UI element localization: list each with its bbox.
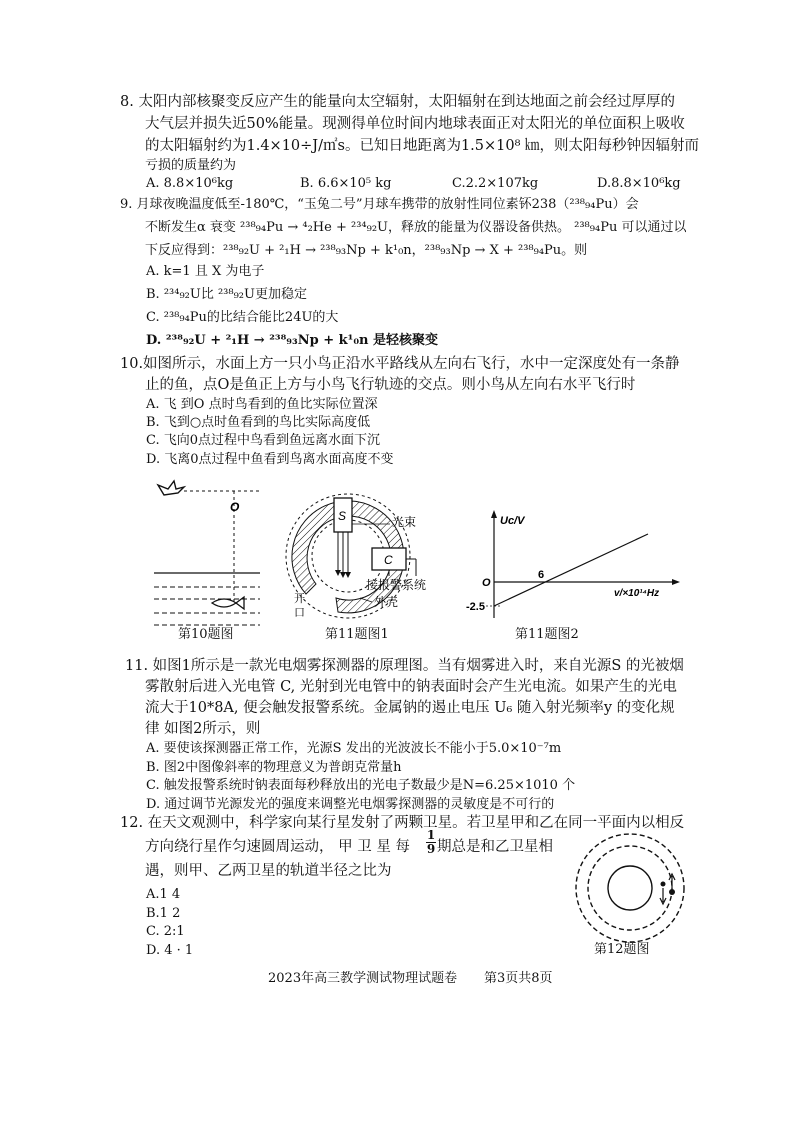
- q10-line-2: 止的鱼，点O是鱼正上方与小鸟飞行轨迹的交点。则小鸟从左向右水平飞行时: [145, 377, 636, 393]
- label-o: O: [230, 500, 240, 514]
- q11-line-1: 11. 如图1所示是一款光电烟雾探测器的原理图。当有烟雾进入时，来自光源S 的光被烟: [125, 658, 684, 674]
- q11-line-2: 雾散射后进入光电管 C, 光射到光电管中的钠表面时会产生光电流。如果产生的光电: [145, 679, 677, 695]
- figure-11-1: [286, 490, 486, 630]
- q12-fraction-numerator: 1: [426, 828, 436, 842]
- q10-line-1: 10.如图所示，水面上方一只小鸟正沿水平路线从左向右飞行，水中一定深度处有一条静: [120, 356, 680, 372]
- q9-option-d: D. ²³⁸₉₂U + ²₁H → ²³⁸₉₃Np + k¹₀n 是轻核聚变: [146, 333, 438, 348]
- satellite-b: [661, 882, 666, 887]
- origin-label: O: [482, 577, 491, 589]
- q8-option-b: B. 6.6×10⁵ kg: [300, 176, 392, 191]
- q12-line-2a: 方向绕行星作匀速圆周运动， 甲 卫 星 每: [145, 839, 410, 855]
- label-shell: 外壳: [374, 595, 399, 609]
- q12-option-a: A.1 4: [146, 887, 181, 902]
- fish-icon: [212, 597, 244, 609]
- label-opening-1: 开: [294, 592, 305, 605]
- q12-line-3: 遇，则甲、乙两卫星的轨道半径之比为: [145, 863, 392, 879]
- q10-option-c: C. 飞向0点过程中鸟看到鱼远离水面下沉: [146, 433, 381, 448]
- q12-option-b: B.1 2: [146, 906, 181, 921]
- q8-line-3: 的太阳辐射约为1.4×10÷J/㎡s。已知日地距离为1.5×10⁸ ㎞，则太阳每秒钟因辐射而: [145, 138, 700, 154]
- x-axis-label: v/×10¹⁴Hz: [614, 588, 660, 599]
- q11-line-3: 流大于10*8A, 便会触发报警系统。金属钠的遏止电压 U₆ 随入射光频率y 的变化规: [145, 700, 675, 716]
- q11-option-c: C. 触发报警系统时钠表面每秒释放出的光电子数最少是N=6.25×1010 个: [146, 778, 576, 793]
- q8-line-1: 8. 太阳内部核聚变反应产生的能量向太空辐射，太阳辐射在到达地面之前会经过厚厚的: [120, 94, 675, 110]
- q12-line-2b: 期总是和乙卫星相: [437, 839, 553, 855]
- q9-line-3: 下反应得到：²³⁸₉₂U + ²₁H → ²³⁸₉₃Np + k¹₀n，²³⁸₉₃Np → X + ²³⁸₉₄Pu。则: [145, 243, 588, 258]
- q8-line-2: 大气层并损失近50%能量。现测得单位时间内地球表面正对太阳光的单位面积上吸收: [145, 116, 685, 132]
- q10-option-b: B. 飞到○点时鱼看到的鸟比实际高度低: [146, 415, 371, 430]
- figure-12: [566, 826, 690, 942]
- q8-option-d: D.8.8×10⁶kg: [597, 176, 681, 191]
- footer-page-number: 第3页共8页: [484, 971, 553, 986]
- q8-option-a: A. 8.8×10⁶kg: [146, 176, 234, 191]
- q11-option-b: B. 图2中图像斜率的物理意义为普朗克常量h: [146, 760, 402, 775]
- q10-option-d: D. 飞离0点过程中鱼看到鸟离水面高度不变: [146, 452, 394, 467]
- figure-10-caption: 第10题图: [178, 627, 234, 642]
- q9-line-2: 不断发生α 衰变 ²³⁸₉₄Pu → ⁴₂He + ²³⁴₉₂U，释放的能量为仪器设备供热。 ²³⁸₉₄Pu 可以通过以: [145, 220, 687, 235]
- q12-option-c: C. 2:1: [146, 924, 185, 939]
- label-s: S: [338, 509, 347, 523]
- q12-line-1: 12. 在天文观测中，科学家向某行星发射了两颗卫星。若卫星甲和乙在同一平面内以相反: [120, 815, 685, 831]
- q12-option-d: D. 4 · 1: [146, 943, 194, 958]
- label-beam: 光束: [392, 515, 417, 529]
- q9-line-1: 9. 月球夜晚温度低至-180℃，“玉兔二号”月球车携带的放射性同位素钚238（²³⁸₉₄Pu）会: [120, 197, 639, 212]
- figure-11-2: [466, 508, 686, 624]
- planet: [608, 866, 652, 910]
- footer-title: 2023年高三教学测试物理试题卷: [268, 971, 458, 986]
- q8-line-4: 亏损的质量约为: [145, 158, 237, 173]
- figure-11-2-caption: 第11题图2: [515, 627, 579, 642]
- q12-fraction-denominator: 9: [426, 842, 436, 856]
- label-alarm: 接报警系统: [366, 578, 427, 592]
- q11-option-d: D. 通过调节光源发光的强度来调整光电烟雾探测器的灵敏度是不可行的: [146, 797, 555, 812]
- q9-option-a: A. k=1 且 X 为电子: [146, 264, 265, 279]
- y-tick-label: -2.5: [466, 601, 485, 613]
- figure-10: [150, 475, 260, 635]
- q11-option-a: A. 要使该探测器正常工作，光源S 发出的光波波长不能小于5.0×10⁻⁷m: [146, 741, 562, 756]
- figure-12-caption: 第12题图: [594, 942, 650, 957]
- satellite-a: [669, 889, 675, 895]
- q9-option-b: B. ²³⁴₉₂U比 ²³⁸₉₂U更加稳定: [146, 287, 307, 302]
- figure-11-1-caption: 第11题图1: [325, 627, 389, 642]
- label-opening-2: 口: [294, 606, 305, 619]
- y-axis-label: Uc/V: [500, 515, 525, 527]
- q10-option-a: A. 飞 到O 点时鸟看到的鱼比实际位置深: [146, 397, 378, 412]
- q8-option-c: C.2.2×107kg: [452, 176, 539, 191]
- bird-icon: [158, 481, 184, 495]
- q9-option-c: C. ²³⁸₉₄Pu的比结合能比24U的大: [146, 310, 339, 325]
- q11-line-4: 律 如图2所示，则: [145, 721, 261, 737]
- label-c: C: [384, 553, 393, 567]
- x-tick-label: 6: [538, 569, 545, 581]
